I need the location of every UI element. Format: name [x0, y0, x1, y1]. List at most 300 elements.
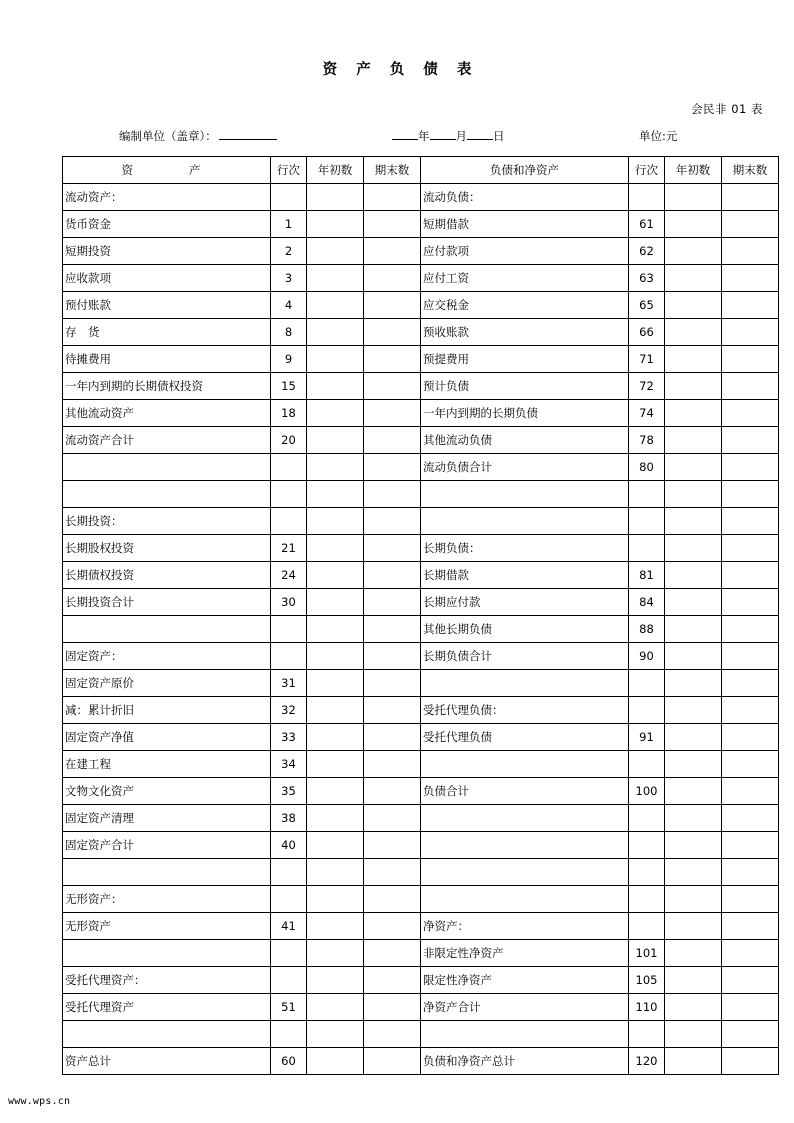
- liability-end-value[interactable]: [722, 211, 779, 238]
- asset-line-number: [271, 616, 307, 643]
- liability-line-number: [629, 697, 665, 724]
- asset-begin-value[interactable]: [307, 400, 364, 427]
- asset-item-name: 长期债权投资: [63, 562, 271, 589]
- table-row: [63, 292, 779, 319]
- year-label: 年: [418, 129, 430, 143]
- liability-item-name: 应交税金: [421, 292, 629, 319]
- asset-item-name: 无形资产：: [63, 886, 271, 913]
- liability-begin-value[interactable]: [665, 454, 722, 481]
- table-row: [63, 913, 779, 940]
- table-row: [63, 778, 779, 805]
- table-row: [63, 211, 779, 238]
- month-input[interactable]: [430, 128, 456, 140]
- report-date-field: [392, 128, 505, 144]
- asset-begin-value[interactable]: [307, 1021, 364, 1048]
- table-row: [63, 697, 779, 724]
- year-input[interactable]: [392, 128, 418, 140]
- month-label: 月: [455, 129, 467, 143]
- asset-item-name: [63, 940, 271, 967]
- liability-line-number: [629, 1021, 665, 1048]
- asset-item-name: 存 货: [63, 319, 271, 346]
- liability-end-value[interactable]: [722, 832, 779, 859]
- table-row: [63, 238, 779, 265]
- asset-begin-value[interactable]: [307, 967, 364, 994]
- asset-end-value[interactable]: [364, 805, 421, 832]
- liability-item-name: 其他长期负债: [421, 616, 629, 643]
- asset-begin-value[interactable]: [307, 184, 364, 211]
- liability-end-value[interactable]: [722, 913, 779, 940]
- asset-item-name: 短期投资: [63, 238, 271, 265]
- asset-end-value[interactable]: [364, 940, 421, 967]
- liability-begin-value[interactable]: [665, 967, 722, 994]
- table-row: [63, 859, 779, 886]
- asset-item-name: 减：累计折旧: [63, 697, 271, 724]
- table-row: [63, 184, 779, 211]
- liability-end-value[interactable]: [722, 508, 779, 535]
- asset-item-name: 一年内到期的长期债权投资: [63, 373, 271, 400]
- asset-line-number: [271, 184, 307, 211]
- liability-line-number: 80: [629, 454, 665, 481]
- liability-item-name: 应付款项: [421, 238, 629, 265]
- asset-line-number: 34: [271, 751, 307, 778]
- asset-line-number: [271, 454, 307, 481]
- asset-item-name: 固定资产合计: [63, 832, 271, 859]
- asset-end-value[interactable]: [364, 211, 421, 238]
- liability-end-value[interactable]: [722, 319, 779, 346]
- liability-line-number: 90: [629, 643, 665, 670]
- table-row: [63, 670, 779, 697]
- liability-begin-value[interactable]: [665, 913, 722, 940]
- liability-line-number: 72: [629, 373, 665, 400]
- liability-line-number: 100: [629, 778, 665, 805]
- liability-end-value[interactable]: [722, 184, 779, 211]
- liability-item-name: 短期借款: [421, 211, 629, 238]
- liability-begin-value[interactable]: [665, 508, 722, 535]
- liability-end-value[interactable]: [722, 1021, 779, 1048]
- liability-item-name: 长期负债：: [421, 535, 629, 562]
- liability-line-number: 84: [629, 589, 665, 616]
- asset-begin-value[interactable]: [307, 292, 364, 319]
- asset-item-name: 流动资产：: [63, 184, 271, 211]
- liability-end-value[interactable]: [722, 589, 779, 616]
- asset-end-value[interactable]: [364, 562, 421, 589]
- asset-end-value[interactable]: [364, 319, 421, 346]
- asset-end-value[interactable]: [364, 481, 421, 508]
- liability-begin-value[interactable]: [665, 751, 722, 778]
- liability-line-number: [629, 913, 665, 940]
- table-row: [63, 1021, 779, 1048]
- asset-begin-value[interactable]: [307, 805, 364, 832]
- sub-header: [0, 128, 794, 146]
- liability-item-name: 一年内到期的长期负债: [421, 400, 629, 427]
- table-row: [63, 886, 779, 913]
- liability-end-value[interactable]: [722, 886, 779, 913]
- asset-begin-value[interactable]: [307, 211, 364, 238]
- asset-begin-value[interactable]: [307, 346, 364, 373]
- liability-begin-value[interactable]: [665, 400, 722, 427]
- liability-item-name: 长期借款: [421, 562, 629, 589]
- column-header-asset-text: 资 产: [121, 163, 212, 177]
- table-row: [63, 994, 779, 1021]
- liability-begin-value[interactable]: [665, 238, 722, 265]
- asset-end-value[interactable]: [364, 400, 421, 427]
- column-header-asset: [63, 157, 271, 184]
- asset-end-value[interactable]: [364, 238, 421, 265]
- column-header-liability-begin: 年初数: [665, 157, 722, 184]
- asset-begin-value[interactable]: [307, 1048, 364, 1075]
- liability-line-number: 110: [629, 994, 665, 1021]
- asset-begin-value[interactable]: [307, 859, 364, 886]
- liability-begin-value[interactable]: [665, 1048, 722, 1075]
- asset-item-name: 固定资产净值: [63, 724, 271, 751]
- asset-item-name: 应收款项: [63, 265, 271, 292]
- liability-end-value[interactable]: [722, 400, 779, 427]
- liability-begin-value[interactable]: [665, 562, 722, 589]
- liability-end-value[interactable]: [722, 454, 779, 481]
- asset-end-value[interactable]: [364, 697, 421, 724]
- liability-begin-value[interactable]: [665, 859, 722, 886]
- asset-item-name: 在建工程: [63, 751, 271, 778]
- asset-begin-value[interactable]: [307, 562, 364, 589]
- asset-begin-value[interactable]: [307, 454, 364, 481]
- liability-begin-value[interactable]: [665, 211, 722, 238]
- table-body: [63, 184, 779, 1075]
- asset-item-name: [63, 859, 271, 886]
- asset-line-number: [271, 481, 307, 508]
- asset-begin-value[interactable]: [307, 508, 364, 535]
- liability-line-number: [629, 859, 665, 886]
- column-header-liability-line-no: 行次: [629, 157, 665, 184]
- asset-item-name: 无形资产: [63, 913, 271, 940]
- asset-end-value[interactable]: [364, 589, 421, 616]
- asset-line-number: 15: [271, 373, 307, 400]
- liability-end-value[interactable]: [722, 967, 779, 994]
- asset-end-value[interactable]: [364, 265, 421, 292]
- asset-line-number: 9: [271, 346, 307, 373]
- liability-begin-value[interactable]: [665, 778, 722, 805]
- asset-item-name: 其他流动资产: [63, 400, 271, 427]
- liability-line-number: 101: [629, 940, 665, 967]
- balance-sheet-table: [62, 156, 779, 1075]
- asset-begin-value[interactable]: [307, 427, 364, 454]
- asset-item-name: [63, 481, 271, 508]
- liability-line-number: [629, 751, 665, 778]
- asset-item-name: 固定资产清理: [63, 805, 271, 832]
- asset-line-number: 8: [271, 319, 307, 346]
- asset-item-name: 文物文化资产: [63, 778, 271, 805]
- liability-begin-value[interactable]: [665, 724, 722, 751]
- liability-line-number: 61: [629, 211, 665, 238]
- asset-end-value[interactable]: [364, 1048, 421, 1075]
- liability-begin-value[interactable]: [665, 832, 722, 859]
- liability-item-name: 受托代理负债：: [421, 697, 629, 724]
- liability-line-number: [629, 481, 665, 508]
- table-row: [63, 805, 779, 832]
- asset-end-value[interactable]: [364, 454, 421, 481]
- liability-item-name: 流动负债：: [421, 184, 629, 211]
- liability-begin-value[interactable]: [665, 886, 722, 913]
- liability-end-value[interactable]: [722, 994, 779, 1021]
- liability-item-name: 受托代理负债: [421, 724, 629, 751]
- liability-begin-value[interactable]: [665, 994, 722, 1021]
- asset-item-name: 长期股权投资: [63, 535, 271, 562]
- liability-begin-value[interactable]: [665, 184, 722, 211]
- asset-end-value[interactable]: [364, 1021, 421, 1048]
- asset-begin-value[interactable]: [307, 670, 364, 697]
- liability-item-name: 应付工资: [421, 265, 629, 292]
- asset-end-value[interactable]: [364, 967, 421, 994]
- liability-begin-value[interactable]: [665, 589, 722, 616]
- day-label: 日: [493, 129, 505, 143]
- liability-begin-value[interactable]: [665, 319, 722, 346]
- asset-line-number: 35: [271, 778, 307, 805]
- asset-end-value[interactable]: [364, 724, 421, 751]
- asset-item-name: 货币资金: [63, 211, 271, 238]
- liability-begin-value[interactable]: [665, 643, 722, 670]
- liability-begin-value[interactable]: [665, 616, 722, 643]
- liability-begin-value[interactable]: [665, 292, 722, 319]
- asset-end-value[interactable]: [364, 643, 421, 670]
- asset-begin-value[interactable]: [307, 913, 364, 940]
- liability-item-name: 非限定性净资产: [421, 940, 629, 967]
- liability-line-number: 78: [629, 427, 665, 454]
- liability-begin-value[interactable]: [665, 427, 722, 454]
- table-row: [63, 724, 779, 751]
- liability-end-value[interactable]: [722, 481, 779, 508]
- asset-line-number: 4: [271, 292, 307, 319]
- asset-item-name: 预付账款: [63, 292, 271, 319]
- liability-end-value[interactable]: [722, 1048, 779, 1075]
- liability-line-number: 66: [629, 319, 665, 346]
- table-row: [63, 832, 779, 859]
- table-row: [63, 940, 779, 967]
- asset-begin-value[interactable]: [307, 616, 364, 643]
- table-row: [63, 562, 779, 589]
- table-row: [63, 643, 779, 670]
- table-row: [63, 616, 779, 643]
- liability-line-number: [629, 832, 665, 859]
- asset-begin-value[interactable]: [307, 643, 364, 670]
- liability-item-name: 其他流动负债: [421, 427, 629, 454]
- asset-line-number: 40: [271, 832, 307, 859]
- table-row: [63, 481, 779, 508]
- asset-end-value[interactable]: [364, 373, 421, 400]
- liability-end-value[interactable]: [722, 616, 779, 643]
- liability-end-value[interactable]: [722, 778, 779, 805]
- asset-begin-value[interactable]: [307, 724, 364, 751]
- column-header-asset-end: 期末数: [364, 157, 421, 184]
- asset-item-name: 资产总计: [63, 1048, 271, 1075]
- table-row: [63, 373, 779, 400]
- asset-item-name: [63, 1021, 271, 1048]
- asset-line-number: 41: [271, 913, 307, 940]
- liability-item-name: [421, 832, 629, 859]
- liability-end-value[interactable]: [722, 265, 779, 292]
- asset-end-value[interactable]: [364, 913, 421, 940]
- asset-item-name: 固定资产：: [63, 643, 271, 670]
- table-row: [63, 427, 779, 454]
- asset-line-number: [271, 940, 307, 967]
- asset-end-value[interactable]: [364, 616, 421, 643]
- liability-item-name: 净资产：: [421, 913, 629, 940]
- liability-item-name: 净资产合计: [421, 994, 629, 1021]
- liability-end-value[interactable]: [722, 427, 779, 454]
- liability-end-value[interactable]: [722, 535, 779, 562]
- table-header: [63, 157, 779, 184]
- asset-begin-value[interactable]: [307, 994, 364, 1021]
- liability-item-name: [421, 508, 629, 535]
- asset-end-value[interactable]: [364, 832, 421, 859]
- asset-begin-value[interactable]: [307, 589, 364, 616]
- liability-end-value[interactable]: [722, 373, 779, 400]
- liability-end-value[interactable]: [722, 292, 779, 319]
- asset-item-name: [63, 454, 271, 481]
- liability-end-value[interactable]: [722, 751, 779, 778]
- liability-line-number: 120: [629, 1048, 665, 1075]
- header-row: [63, 157, 779, 184]
- liability-begin-value[interactable]: [665, 805, 722, 832]
- liability-line-number: 91: [629, 724, 665, 751]
- asset-item-name: 长期投资合计: [63, 589, 271, 616]
- liability-begin-value[interactable]: [665, 481, 722, 508]
- liability-item-name: 负债和净资产总计: [421, 1048, 629, 1075]
- day-input[interactable]: [467, 128, 493, 140]
- asset-begin-value[interactable]: [307, 778, 364, 805]
- asset-begin-value[interactable]: [307, 832, 364, 859]
- liability-end-value[interactable]: [722, 670, 779, 697]
- liability-end-value[interactable]: [722, 238, 779, 265]
- asset-end-value[interactable]: [364, 778, 421, 805]
- asset-end-value[interactable]: [364, 346, 421, 373]
- asset-end-value[interactable]: [364, 670, 421, 697]
- liability-line-number: [629, 805, 665, 832]
- asset-begin-value[interactable]: [307, 481, 364, 508]
- liability-item-name: 预计负债: [421, 373, 629, 400]
- column-header-asset-begin: 年初数: [307, 157, 364, 184]
- table-row: [63, 400, 779, 427]
- watermark: www.wps.cn: [8, 1096, 71, 1107]
- asset-end-value[interactable]: [364, 859, 421, 886]
- liability-end-value[interactable]: [722, 724, 779, 751]
- liability-end-value[interactable]: [722, 643, 779, 670]
- liability-line-number: 71: [629, 346, 665, 373]
- asset-end-value[interactable]: [364, 994, 421, 1021]
- asset-line-number: 32: [271, 697, 307, 724]
- liability-begin-value[interactable]: [665, 1021, 722, 1048]
- liability-line-number: 65: [629, 292, 665, 319]
- liability-begin-value[interactable]: [665, 346, 722, 373]
- asset-line-number: 1: [271, 211, 307, 238]
- liability-line-number: 81: [629, 562, 665, 589]
- liability-item-name: 流动负债合计: [421, 454, 629, 481]
- prepared-by-field: [119, 128, 277, 144]
- asset-end-value[interactable]: [364, 508, 421, 535]
- asset-item-name: 受托代理资产: [63, 994, 271, 1021]
- liability-end-value[interactable]: [722, 562, 779, 589]
- asset-line-number: 60: [271, 1048, 307, 1075]
- table-row: [63, 508, 779, 535]
- liability-item-name: 长期负债合计: [421, 643, 629, 670]
- liability-item-name: 限定性净资产: [421, 967, 629, 994]
- column-header-liability-end: 期末数: [722, 157, 779, 184]
- asset-begin-value[interactable]: [307, 886, 364, 913]
- liability-item-name: 预收账款: [421, 319, 629, 346]
- liability-begin-value[interactable]: [665, 373, 722, 400]
- column-header-asset-line-no: 行次: [271, 157, 307, 184]
- liability-line-number: [629, 670, 665, 697]
- liability-begin-value[interactable]: [665, 535, 722, 562]
- asset-item-name: 受托代理资产：: [63, 967, 271, 994]
- table-row: [63, 535, 779, 562]
- asset-begin-value[interactable]: [307, 373, 364, 400]
- table-row: [63, 751, 779, 778]
- asset-begin-value[interactable]: [307, 265, 364, 292]
- liability-item-name: [421, 481, 629, 508]
- liability-end-value[interactable]: [722, 346, 779, 373]
- asset-end-value[interactable]: [364, 184, 421, 211]
- liability-item-name: 长期应付款: [421, 589, 629, 616]
- asset-line-number: 2: [271, 238, 307, 265]
- asset-line-number: 51: [271, 994, 307, 1021]
- asset-line-number: 30: [271, 589, 307, 616]
- liability-end-value[interactable]: [722, 805, 779, 832]
- liability-line-number: 88: [629, 616, 665, 643]
- form-code-label: 会民非 01 表: [691, 102, 763, 116]
- liability-line-number: [629, 508, 665, 535]
- asset-line-number: 20: [271, 427, 307, 454]
- asset-end-value[interactable]: [364, 886, 421, 913]
- liability-item-name: [421, 1021, 629, 1048]
- asset-begin-value[interactable]: [307, 238, 364, 265]
- liability-begin-value[interactable]: [665, 265, 722, 292]
- liability-item-name: [421, 670, 629, 697]
- table-row: [63, 265, 779, 292]
- liability-begin-value[interactable]: [665, 697, 722, 724]
- liability-item-name: [421, 859, 629, 886]
- liability-end-value[interactable]: [722, 859, 779, 886]
- liability-line-number: 62: [629, 238, 665, 265]
- currency-unit-label: 单位:元: [639, 129, 678, 143]
- liability-begin-value[interactable]: [665, 670, 722, 697]
- asset-end-value[interactable]: [364, 427, 421, 454]
- liability-line-number: 105: [629, 967, 665, 994]
- asset-end-value[interactable]: [364, 751, 421, 778]
- liability-end-value[interactable]: [722, 697, 779, 724]
- liability-begin-value[interactable]: [665, 940, 722, 967]
- asset-begin-value[interactable]: [307, 940, 364, 967]
- prepared-by-label: 编制单位（盖章）：: [119, 129, 217, 143]
- asset-item-name: 待摊费用: [63, 346, 271, 373]
- asset-item-name: 流动资产合计: [63, 427, 271, 454]
- liability-item-name: [421, 805, 629, 832]
- table-row: [63, 454, 779, 481]
- column-header-liability: 负债和净资产: [421, 157, 629, 184]
- asset-line-number: 33: [271, 724, 307, 751]
- table-row: [63, 346, 779, 373]
- asset-line-number: [271, 643, 307, 670]
- asset-begin-value[interactable]: [307, 319, 364, 346]
- asset-line-number: [271, 967, 307, 994]
- asset-begin-value[interactable]: [307, 751, 364, 778]
- liability-line-number: [629, 535, 665, 562]
- asset-end-value[interactable]: [364, 535, 421, 562]
- liability-end-value[interactable]: [722, 940, 779, 967]
- asset-end-value[interactable]: [364, 292, 421, 319]
- asset-begin-value[interactable]: [307, 535, 364, 562]
- prepared-by-input[interactable]: [219, 128, 277, 140]
- table-row: [63, 319, 779, 346]
- asset-begin-value[interactable]: [307, 697, 364, 724]
